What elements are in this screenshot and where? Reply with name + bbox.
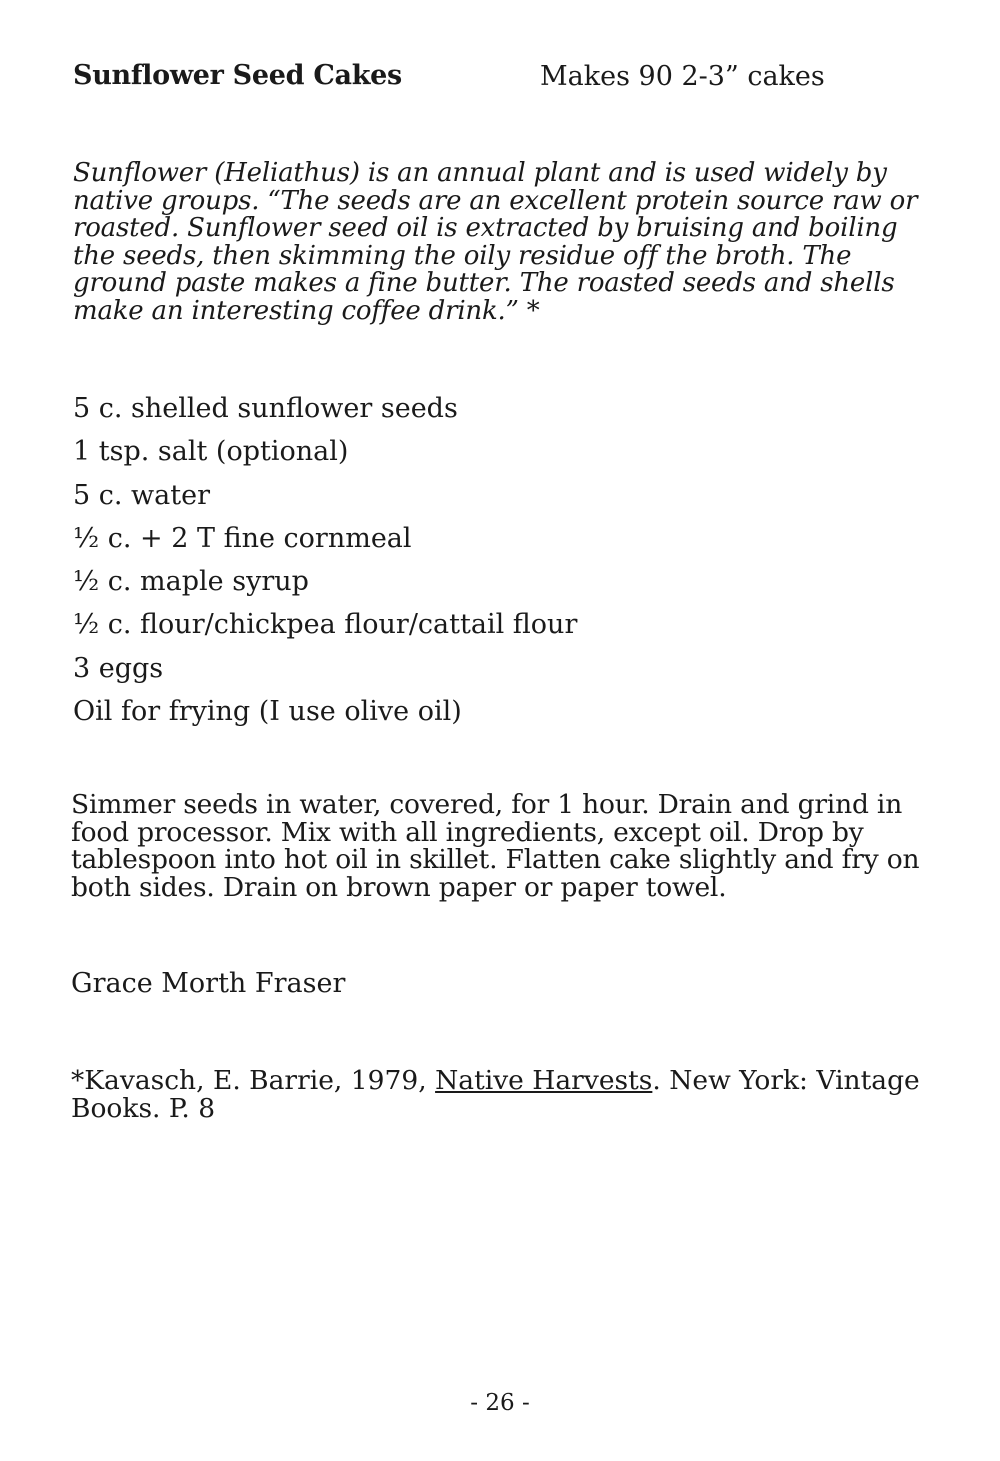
recipe-directions: Simmer seeds in water, covered, for 1 hour. Drain and grind in food processor. Mix with all ingredients, except oil. Drop by tablespoon into hot oil in skillet. Flatten cake slightly and fry on both sides. Drain on brown paper or paper towel. xyxy=(71,789,920,903)
ingredient-item: ½ c. + 2 T fine cornmeal xyxy=(73,522,412,554)
citation-suffix: . New York: Vintage Books. P. 8 xyxy=(71,1065,920,1124)
citation-book-title: Native Harvests xyxy=(435,1065,653,1096)
ingredient-item: 1 tsp. salt (optional) xyxy=(73,436,349,468)
recipe-author: Grace Morth Fraser xyxy=(71,968,346,999)
ingredient-item: ½ c. flour/chickpea flour/cattail flour xyxy=(73,609,578,641)
recipe-title: Sunflower Seed Cakes xyxy=(73,60,402,91)
ingredient-item: 5 c. shelled sunflower seeds xyxy=(73,393,458,424)
page-number: - 26 - xyxy=(470,1390,530,1416)
ingredient-item: ½ c. maple syrup xyxy=(73,566,309,598)
ingredient-item: 3 eggs xyxy=(73,652,164,684)
citation xyxy=(71,1067,931,1122)
recipe-yield: Makes 90 2-3” cakes xyxy=(540,61,825,92)
ingredient-item: 5 c. water xyxy=(73,479,210,511)
citation-prefix: *Kavasch, E. Barrie, 1979, xyxy=(71,1065,436,1096)
recipe-intro: Sunflower (Heliathus) is an annual plant and is used widely by native groups. “The seeds are an excellent protein source raw or roasted. Sunflower seed oil is extracted by bruising and boiling the seeds, then skimming the oily residue off the broth. The ground paste makes a fine butter. The roasted seeds and shells make an interesting coffee drink.” * xyxy=(73,158,918,326)
ingredient-item: Oil for frying (I use olive oil) xyxy=(73,696,462,728)
ingredient-list xyxy=(73,390,577,736)
